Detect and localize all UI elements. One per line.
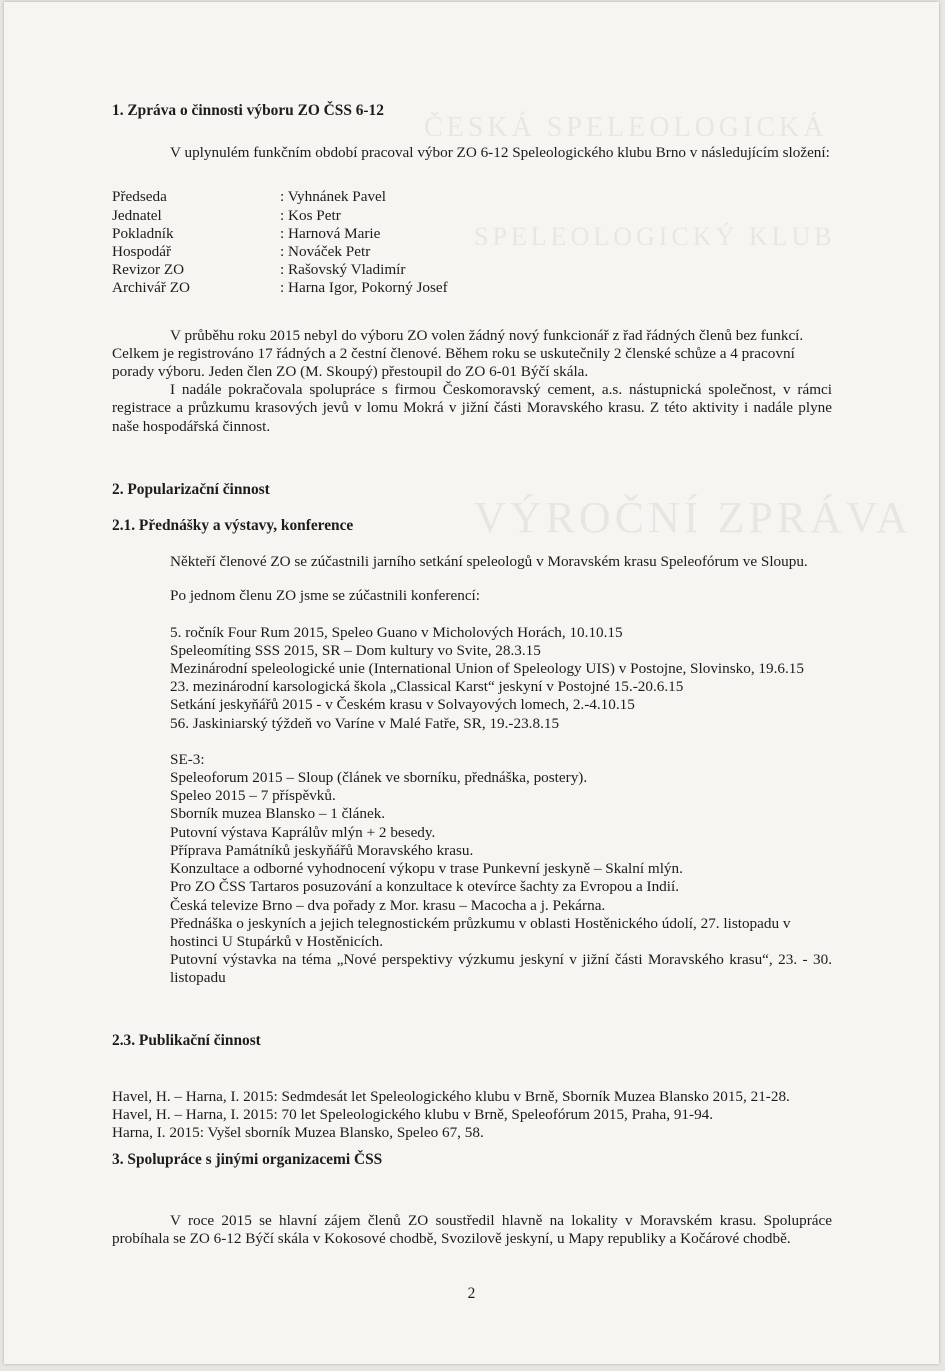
list-item: Havel, H. – Harna, I. 2015: 70 let Speleologického klubu v Brně, Speleofórum 2015, Praha, 91-94.: [112, 1105, 714, 1123]
section-3-para: V roce 2015 se hlavní zájem členů ZO soustředil hlavně na lokality v Moravském krasu. Spolupráce probíhala se ZO 6-12 Býčí skála v Kokosové chodbě, Svozilově jeskyní, u Mapy republiky a Kočárové chodbě.: [112, 1211, 832, 1247]
list-item: Speleomíting SSS 2015, SR – Dom kultury vo Svite, 28.3.15: [170, 641, 541, 659]
document-body: [112, 102, 832, 1248]
officer-name: : Vyhnánek Pavel: [280, 188, 387, 206]
list-item: Speleoforum 2015 – Sloup (článek ve sborníku, přednáška, postery).: [170, 769, 588, 787]
officer-name: : Harnová Marie: [280, 224, 381, 242]
page-number: 2: [467, 1285, 476, 1302]
officer-name: : Rašovský Vladimír: [280, 261, 406, 279]
bleedthrough-watermark: SPELEOLOGICKÝ KLUB: [474, 222, 836, 251]
section-2-1-heading: 2.1. Přednášky a výstavy, konference: [112, 517, 354, 535]
officer-name: : Kos Petr: [280, 206, 341, 224]
list-item: 23. mezinárodní karsologická škola „Classical Karst“ jeskyní v Postojné 15.-20.6.15: [170, 678, 684, 696]
conference-list: [112, 624, 832, 733]
list-item: Sborník muzea Blansko – 1 článek.: [170, 805, 386, 823]
bleedthrough-watermark: VÝROČNÍ ZPRÁVA: [474, 493, 912, 542]
officer-name: : Harna Igor, Pokorný Josef: [280, 279, 448, 297]
section-1-heading: 1. Zpráva o činnosti výboru ZO ČSS 6-12: [112, 102, 384, 119]
officer-role: Revizor ZO: [112, 261, 185, 279]
section-1-para-2: I nadále pokračovala spolupráce s firmou Českomoravský cement, a.s. nástupnická společnost, v rámci registrace a průzkumu krasových jevů v lomu Mokrá v jižní části Moravského krasu. Z této aktivity i nadále plyne naše hospodářská činnost.: [112, 381, 832, 435]
list-item: Putovní výstava Kaprálův mlýn + 2 besedy.: [170, 823, 436, 841]
list-item: Pro ZO ČSS Tartaros posuzování a konzultace k otevírce šachty za Evropou a Indií.: [170, 878, 679, 896]
conferences-intro: Po jednom členu ZO jsme se zúčastnili konferencí:: [170, 587, 480, 605]
section-3-heading: 3. Spolupráce s jinými organizacemi ČSS: [112, 1151, 383, 1169]
list-item: Česká televize Brno – dva pořady z Mor. krasu – Macocha a j. Pekárna.: [170, 896, 606, 914]
list-item: Havel, H. – Harna, I. 2015: Sedmdesát let Speleologického klubu v Brně, Sborník Muzea Blansko 2015, 21-28.: [112, 1087, 790, 1105]
section-2-heading: 2. Popularizační činnost: [112, 480, 270, 498]
list-item: Přednáška o jeskyních a jejich telegnostickém průzkumu v oblasti Hostěnického údolí, 27. listopadu v hostinci U Stupárků v Hostěnicích.: [170, 914, 791, 950]
list-item: Příprava Památníků jeskyňářů Moravského krasu.: [170, 841, 474, 859]
officer-name: : Nováček Petr: [280, 243, 371, 261]
list-item: Konzultace a odborné vyhodnocení výkopu v trase Punkevní jeskyně – Skalní mlýn.: [170, 860, 683, 878]
officers-list: [112, 188, 832, 297]
list-item: Harna, I. 2015: Vyšel sborník Muzea Blansko, Speleo 67, 58.: [112, 1124, 484, 1142]
officer-role: Předseda: [112, 188, 167, 206]
se3-label: SE-3:: [170, 750, 205, 768]
officer-role: Pokladník: [112, 224, 174, 242]
section-1-para-1: V průběhu roku 2015 nebyl do výboru ZO volen žádný nový funkcionář z řad řádných členů bez funkcí. Celkem je registrováno 17 řádných a 2 čestní členové. Během roku se uskutečnily 2 členské schůze a 4 pracovní porady výboru. Jeden člen ZO (M. Skoupý) přestoupil do ZO 6-01 Býčí skála.: [112, 326, 804, 381]
list-item: Putovní výstavka na téma „Nové perspektivy výzkumu jeskyní v jižní části Moravského krasu“, 23. - 30. listopadu: [170, 951, 832, 987]
officer-role: Hospodář: [112, 243, 172, 261]
publication-list: [112, 1088, 832, 1143]
meeting-sentence: Někteří členové ZO se zúčastnili jarního setkání speleologů v Moravském krasu Speleofórum ve Sloupu.: [170, 553, 808, 571]
list-item: 56. Jaskiniarský týždeň vo Varíne v Malé Fatře, SR, 19.-23.8.15: [170, 714, 560, 732]
se3-list: [112, 769, 832, 987]
officer-role: Archivář ZO: [112, 279, 191, 297]
bleedthrough-watermark: ČESKÁ SPELEOLOGICKÁ: [424, 112, 828, 143]
list-item: Mezinárodní speleologické unie (International Union of Speleology UIS) v Postojne, Slovinsko, 19.6.15: [170, 660, 804, 678]
list-item: Speleo 2015 – 7 příspěvků.: [170, 787, 336, 805]
list-item: Setkání jeskyňářů 2015 - v Českém krasu v Solvayových lomech, 2.-4.10.15: [170, 696, 635, 714]
section-2-3-heading: 2.3. Publikační činnost: [112, 1031, 261, 1049]
list-item: 5. ročník Four Rum 2015, Speleo Guano v Micholových Horách, 10.10.15: [170, 623, 623, 641]
officer-role: Jednatel: [112, 206, 162, 224]
section-1-intro: V uplynulém funkčním období pracoval výbor ZO 6-12 Speleologického klubu Brno v následujícím složení:: [170, 144, 830, 162]
document-page: [4, 2, 939, 1364]
